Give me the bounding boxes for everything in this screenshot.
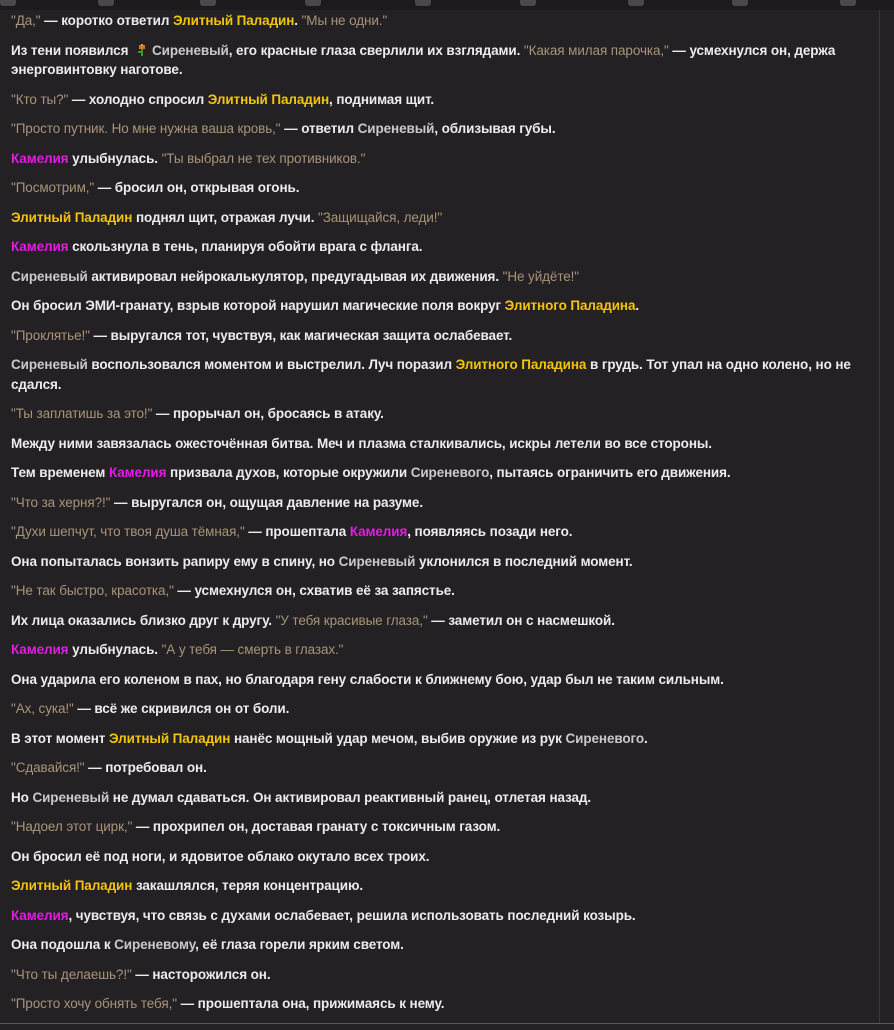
narration-text: — усмехнулся он, схватив её за запястье.: [173, 583, 455, 598]
settings-icon[interactable]: [840, 0, 856, 6]
narration-text: не думал сдаваться. Он активировал реактивный ранец, отлетая назад.: [109, 789, 592, 805]
narration-text: , пытаясь ограничить его движения.: [489, 465, 731, 480]
quote-text: "Не уйдёте!": [502, 268, 579, 284]
narration-text: — прохрипел он, доставая гранату с токсичным газом.: [132, 819, 501, 834]
quote-text: "Посмотрим,": [11, 180, 95, 195]
quote-text: "Сдавайся!": [11, 760, 85, 775]
narration-text: воспользовался моментом и выстрелил. Луч поразил: [87, 357, 456, 372]
narration-text: .: [644, 730, 648, 746]
narration-text: — коротко ответил: [40, 13, 173, 28]
character-name-kamelia: Камелия: [11, 150, 69, 166]
chat-icon[interactable]: [305, 0, 321, 6]
character-name-kamelia: Камелия: [349, 524, 408, 539]
flower-icon: [136, 42, 148, 54]
character-name-paladin: Элитного Паладина: [504, 298, 636, 313]
story-paragraph: [11, 404, 869, 424]
narration-text: — заметил он с насмешкой.: [427, 612, 615, 628]
story-paragraph: [11, 296, 869, 316]
narration-text: , облизывая губы.: [434, 121, 556, 136]
quote-text: "Не так быстро, красотка,": [11, 583, 174, 598]
character-name-sireneviy: Сиреневый: [11, 357, 88, 372]
quote-text: "Что ты делаешь?!": [11, 966, 132, 982]
extensions-icon[interactable]: [415, 0, 431, 6]
story-paragraph: [11, 11, 869, 31]
quote-text: "Проклятье!": [11, 327, 90, 343]
narration-text: .: [294, 13, 302, 28]
narration-text: , чувствуя, что связь с духами ослабевает, решила использовать последний козырь.: [68, 907, 636, 923]
story-paragraph: [11, 729, 869, 749]
story-paragraph: [11, 847, 869, 867]
narration-text: — прошептала: [244, 524, 350, 539]
narration-text: закашлялся, теряя концентрацию.: [132, 878, 364, 893]
story-paragraph: [11, 552, 869, 572]
narration-text: поднял щит, отражая лучи.: [132, 209, 318, 225]
story-paragraph: [11, 876, 869, 896]
character-name-sireneviy: Сиреневого: [565, 730, 645, 746]
character-name-paladin: Элитный Паладин: [172, 13, 295, 28]
narration-text: — прорычал он, бросаясь в атаку.: [152, 406, 384, 421]
quote-text: "У тебя красивые глаза,": [275, 612, 428, 628]
quote-text: "Защищайся, леди!": [318, 209, 443, 225]
quote-text: "Просто хочу обнять тебя,": [11, 996, 177, 1011]
quote-text: "Духи шепчут, что твоя душа тёмная,": [11, 524, 245, 539]
narration-text: скользнула в тень, планируя обойти врага с фланга.: [68, 239, 423, 254]
narration-text: , его красные глаза сверлили их взглядами.: [228, 42, 524, 58]
story-paragraph: [11, 326, 869, 346]
narration-text: Она подошла к: [11, 937, 115, 952]
persona-icon[interactable]: [628, 0, 644, 6]
narration-text: Он бросил её под ноги, и ядовитое облако окутало всех троих.: [11, 848, 430, 864]
story-paragraph: [11, 817, 869, 837]
book-icon[interactable]: [520, 0, 536, 6]
character-name-kamelia: Камелия: [11, 907, 69, 923]
narration-text: Тем временем: [11, 465, 109, 480]
character-name-paladin: Элитный Паладин: [108, 730, 231, 746]
quote-text: "Просто путник. Но мне нужна ваша кровь,": [11, 121, 281, 136]
story-paragraph: [11, 178, 869, 198]
narration-text: нанёс мощный удар мечом, выбив оружие из рук: [230, 730, 566, 746]
character-name-sireneviy: Сиреневый: [32, 789, 110, 805]
story-paragraph: [11, 788, 869, 808]
story-paragraph: [11, 640, 869, 660]
top-toolbar: [0, 0, 894, 10]
narration-text: — потребовал он.: [84, 760, 207, 775]
narration-text: — ответил: [280, 121, 358, 136]
pin-icon[interactable]: [98, 0, 114, 6]
narration-text: — бросил он, открывая огонь.: [94, 180, 300, 195]
story-paragraph: [11, 965, 869, 985]
narration-text: .: [635, 298, 640, 313]
character-name-kamelia: Камелия: [108, 465, 167, 480]
quote-text: "Ты выбрал не тех противников.": [161, 150, 366, 166]
story-paragraph: [11, 994, 869, 1014]
story-paragraph: [11, 355, 869, 394]
story-paragraph: [11, 611, 869, 631]
quote-text: "Мы не одни.": [301, 13, 388, 28]
narration-text: В этот момент: [11, 730, 109, 746]
narration-text: Но: [11, 789, 33, 805]
character-name-sireneviy: Сиреневый: [152, 42, 229, 58]
quote-text: "Ах, сука!": [11, 701, 74, 716]
story-paragraph: [11, 434, 869, 454]
story-paragraph: [11, 699, 869, 719]
story-paragraph: [11, 758, 869, 778]
quote-text: "Надоел этот цирк,": [11, 819, 133, 834]
narration-text: — насторожился он.: [131, 966, 271, 982]
story-paragraph: [11, 149, 869, 169]
narration-text: — усмехнулся он, держа энерговинтовку наготове.: [11, 42, 836, 77]
divider: [0, 1023, 894, 1024]
narration-text: Из тени появился: [11, 42, 133, 58]
quote-text: "А у тебя — смерть в глазах.": [161, 642, 344, 657]
story-paragraph: [11, 237, 869, 257]
narration-text: — холодно спросил: [68, 91, 208, 107]
narration-text: — всё же скривился он от боли.: [73, 701, 290, 716]
story-paragraph: [11, 906, 869, 926]
story-paragraph: [11, 41, 869, 80]
character-name-paladin: Элитного Паладина: [455, 357, 587, 372]
character-icon[interactable]: [200, 0, 216, 6]
narration-text: активировал нейрокалькулятор, предугадывая их движения.: [87, 268, 503, 284]
narration-text: улыбнулась.: [68, 150, 162, 166]
quote-text: "Что за херня?!": [11, 494, 111, 510]
character-name-paladin: Элитный Паладин: [11, 878, 133, 893]
menu-icon[interactable]: [0, 0, 16, 6]
quote-text: "Кто ты?": [11, 91, 69, 107]
world-icon[interactable]: [732, 0, 748, 6]
narration-text: Она попыталась вонзить рапиру ему в спину, но: [11, 553, 339, 569]
quote-text: "Да,": [11, 13, 41, 28]
story-paragraph: [11, 935, 869, 955]
narration-text: , появляясь позади него.: [407, 524, 573, 539]
story-paragraph: [11, 463, 869, 483]
character-name-kamelia: Камелия: [11, 642, 69, 657]
character-name-sireneviy: Сиреневый: [338, 553, 416, 569]
story-paragraph: [11, 267, 869, 287]
narration-text: призвала духов, которые окружили: [166, 465, 411, 480]
story-paragraph: [11, 493, 869, 513]
story-paragraph: [11, 670, 869, 690]
narration-text: Их лица оказались близко друг к другу.: [11, 612, 276, 628]
character-name-paladin: Элитный Паладин: [11, 209, 133, 225]
story-paragraph: [11, 581, 869, 601]
character-name-sireneviy: Сиреневому: [114, 937, 196, 952]
narration-text: , поднимая щит.: [329, 91, 435, 107]
narration-text: уклонился в последний момент.: [415, 553, 633, 569]
character-name-sireneviy: Сиреневый: [357, 121, 435, 136]
narration-text: улыбнулась.: [68, 642, 162, 657]
character-name-kamelia: Камелия: [11, 239, 69, 254]
narration-text: — выругался он, ощущая давление на разуме.: [110, 494, 423, 510]
scrollbar-track[interactable]: [879, 10, 880, 1024]
story-paragraph: [11, 208, 869, 228]
narration-text: Между ними завязалась ожесточённая битва. Меч и плазма сталкивались, искры летели во все стороны.: [11, 435, 712, 451]
character-name-sireneviy: Сиреневый: [11, 268, 88, 284]
narration-text: в грудь. Тот упал на одно колено, но не сдался.: [11, 357, 851, 392]
narration-text: , её глаза горели ярким светом.: [195, 937, 404, 952]
narration-text: — прошептала она, прижимаясь к нему.: [176, 996, 445, 1011]
story-paragraph: [11, 119, 869, 139]
character-name-sireneviy: Сиреневого: [410, 465, 490, 480]
character-name-paladin: Элитный Паладин: [207, 91, 330, 107]
chat-message-text: [11, 10, 869, 1024]
story-paragraph: [11, 522, 869, 542]
quote-text: "Ты заплатишь за это!": [11, 406, 153, 421]
narration-text: Он бросил ЭМИ-гранату, взрыв которой нарушил магические поля вокруг: [11, 298, 505, 313]
narration-text: Она ударила его коленом в пах, но благодаря гену слабости к ближнему бою, удар был не таким сильным.: [11, 671, 724, 687]
narration-text: — выругался тот, чувствуя, как магическая защита ослабевает.: [89, 327, 513, 343]
story-paragraph: [11, 90, 869, 110]
quote-text: "Какая милая парочка,": [523, 42, 669, 58]
